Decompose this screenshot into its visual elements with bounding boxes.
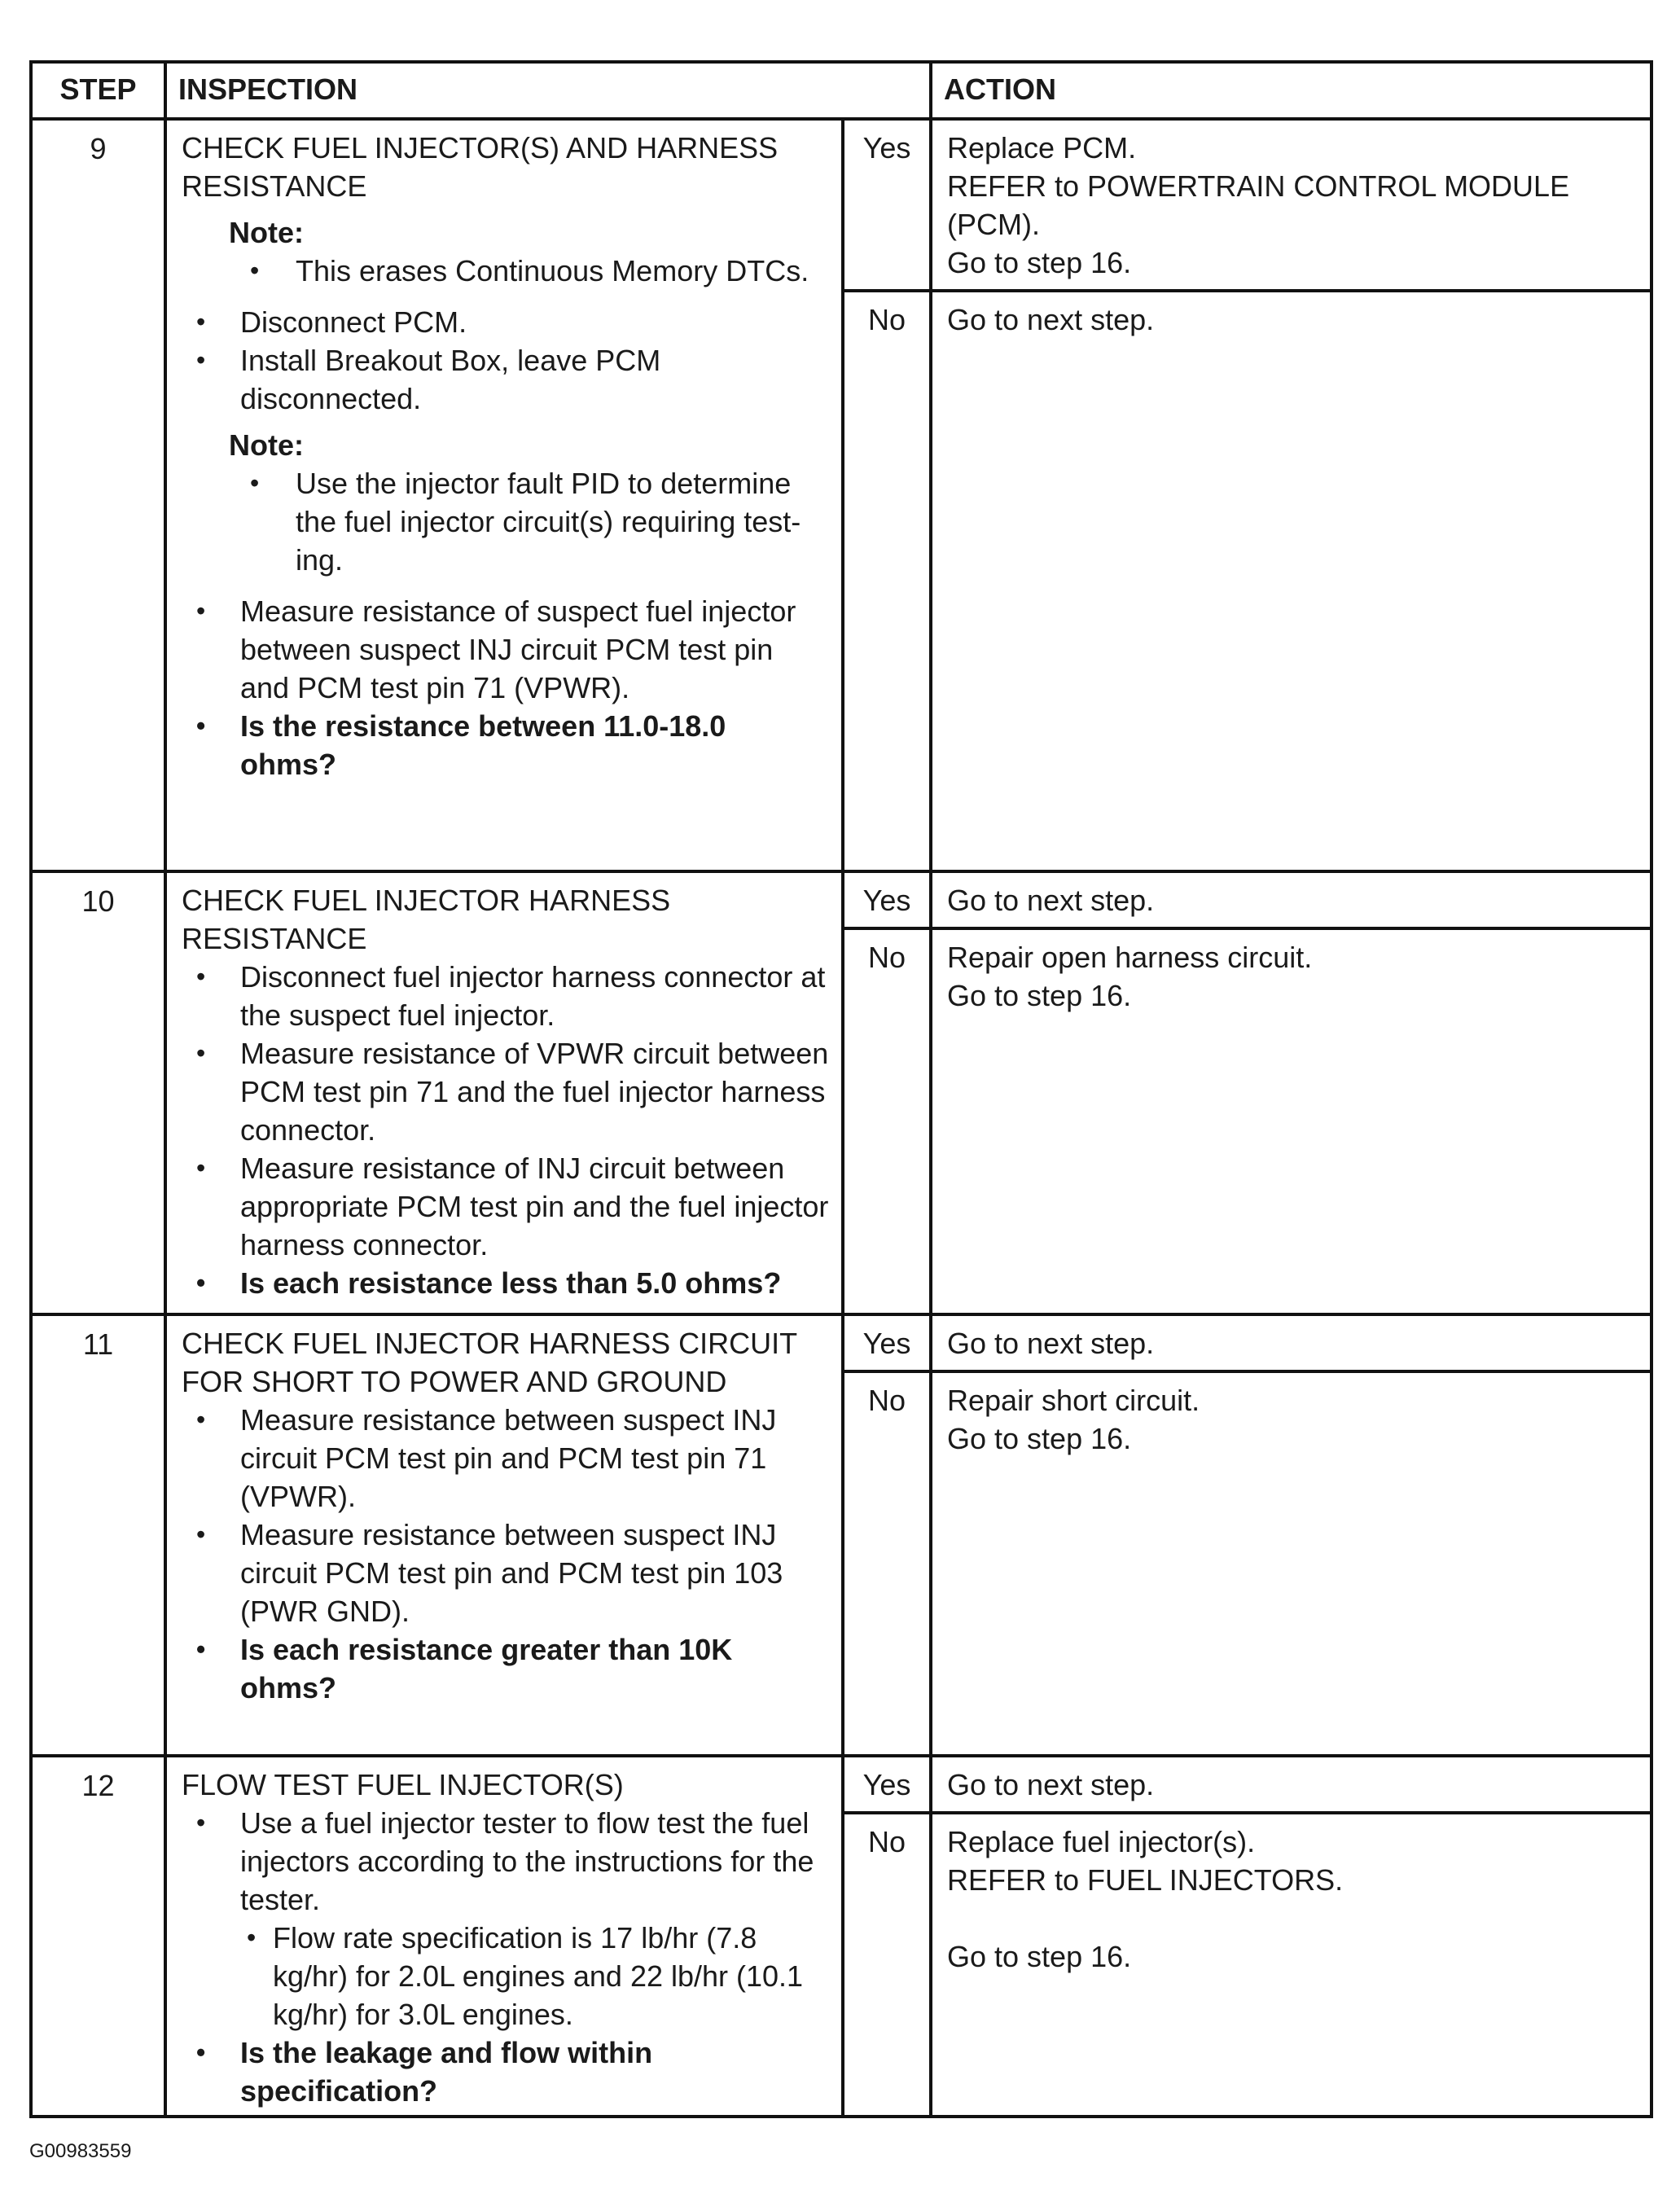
header-step: STEP xyxy=(31,62,165,119)
action-line: Go to next step. xyxy=(947,303,1155,336)
inspection-cell xyxy=(165,1756,843,2117)
bullet-list xyxy=(182,1804,830,1919)
bullet-item: • Disconnect fuel injector harness connector at the suspect fuel injector. xyxy=(182,958,830,1034)
no-label: No xyxy=(867,1825,906,1858)
step-number: 10 xyxy=(31,871,165,1314)
no-action xyxy=(932,1814,1650,1976)
no-label: No xyxy=(867,1384,906,1417)
action-line: Go to next step. xyxy=(947,884,1155,917)
note-item: • Use the injector fault PID to determine the fuel injector circuit(s) requiring test-ing. xyxy=(182,464,830,579)
action-cell xyxy=(931,119,1651,871)
inspection-cell xyxy=(165,871,843,1314)
note-list xyxy=(182,252,830,290)
yes-label: Yes xyxy=(844,1316,929,1373)
yes-no-cell xyxy=(843,1314,931,1756)
inspection-title: CHECK FUEL INJECTOR(S) AND HARNESS RESISTANCE xyxy=(182,131,779,203)
no-action xyxy=(932,292,1650,339)
no-label: No xyxy=(867,941,906,974)
note-list xyxy=(182,464,830,579)
bullet-list xyxy=(182,1401,830,1707)
bullet-item: • Install Breakout Box, leave PCM disconnected. xyxy=(182,341,830,418)
inspection-cell xyxy=(165,1314,843,1756)
bullet-item: • Disconnect PCM. xyxy=(182,303,830,341)
action-line: Go to next step. xyxy=(947,1768,1155,1801)
inspection-title: CHECK FUEL INJECTOR HARNESS RESISTANCE xyxy=(182,884,671,955)
header-action: ACTION xyxy=(931,62,1651,119)
action-line: Go to step 16. xyxy=(947,1422,1132,1455)
sub-bullet-item: • Flow rate specification is 17 lb/hr (7.8 kg/hr) for 2.0L engines and 22 lb/hr (10.1 kg/hr) for 3.0L engines. xyxy=(182,1919,830,2033)
action-line: Repair open harness circuit. xyxy=(947,941,1313,974)
step-number: 11 xyxy=(31,1314,165,1756)
action-cell xyxy=(931,1314,1651,1756)
note-item: • This erases Continuous Memory DTCs. xyxy=(182,252,830,290)
inspection-title: CHECK FUEL INJECTOR HARNESS CIRCUIT FOR SHORT TO POWER AND GROUND xyxy=(182,1327,797,1398)
action-line: Go to next step. xyxy=(947,1327,1155,1360)
yes-label: Yes xyxy=(844,1757,929,1814)
question-item: • Is each resistance greater than 10K ohms? xyxy=(182,1630,830,1707)
diagnostic-table xyxy=(29,60,1653,2118)
yes-action xyxy=(932,873,1650,930)
yes-no-cell xyxy=(843,1756,931,2117)
bullet-item: • Measure resistance of INJ circuit between appropriate PCM test pin and the fuel injector harness connector. xyxy=(182,1149,830,1264)
header-inspection: INSPECTION xyxy=(165,62,931,119)
no-label: No xyxy=(867,303,906,336)
bullet-item: • Measure resistance of suspect fuel injector between suspect INJ circuit PCM test pin and PCM test pin 71 (VPWR). xyxy=(182,592,830,707)
yes-label: Yes xyxy=(844,873,929,930)
bullet-item: • Measure resistance between suspect INJ circuit PCM test pin and PCM test pin 71 (VPWR). xyxy=(182,1401,830,1516)
bullet-item: • Measure resistance of VPWR circuit between PCM test pin 71 and the fuel injector harness connector. xyxy=(182,1034,830,1149)
action-line xyxy=(947,1899,1635,1937)
table-row xyxy=(31,119,1651,871)
action-cell xyxy=(931,1756,1651,2117)
action-line: Replace PCM. xyxy=(947,131,1137,165)
action-line: Repair short circuit. xyxy=(947,1384,1200,1417)
sub-bullet-list xyxy=(182,1919,830,2033)
table-row xyxy=(31,1756,1651,2117)
bullet-list xyxy=(182,958,830,1302)
note-label: Note: xyxy=(229,216,304,249)
action-line: Go to step 16. xyxy=(947,246,1132,279)
question-item: • Is the leakage and flow within specification? xyxy=(182,2033,830,2110)
note-label: Note: xyxy=(229,428,304,462)
yes-action xyxy=(932,121,1650,292)
action-cell xyxy=(931,871,1651,1314)
action-line: REFER to POWERTRAIN CONTROL MODULE (PCM). xyxy=(947,169,1570,241)
action-line: Go to step 16. xyxy=(947,1940,1132,1973)
inspection-cell xyxy=(165,119,843,871)
yes-action xyxy=(932,1757,1650,1814)
question-item: • Is each resistance less than 5.0 ohms? xyxy=(182,1264,830,1302)
bullet-item: • Use a fuel injector tester to flow test the fuel injectors according to the instructions for the tester. xyxy=(182,1804,830,1919)
figure-code: G00983559 xyxy=(29,2140,132,2162)
bullet-list xyxy=(182,303,830,418)
yes-no-cell xyxy=(843,871,931,1314)
table-row xyxy=(31,871,1651,1314)
no-action xyxy=(932,1373,1650,1458)
yes-no-cell xyxy=(843,119,931,871)
question-item: • Is the resistance between 11.0-18.0 ohms? xyxy=(182,707,830,783)
step-number: 9 xyxy=(31,119,165,871)
bullet-list xyxy=(182,592,830,783)
action-line: REFER to FUEL INJECTORS. xyxy=(947,1863,1344,1897)
inspection-title: FLOW TEST FUEL INJECTOR(S) xyxy=(182,1768,624,1801)
yes-action xyxy=(932,1316,1650,1373)
table-row xyxy=(31,1314,1651,1756)
yes-label: Yes xyxy=(844,121,929,292)
header-row xyxy=(31,62,1651,119)
action-line: Replace fuel injector(s). xyxy=(947,1825,1256,1858)
no-action xyxy=(932,930,1650,1015)
action-line: Go to step 16. xyxy=(947,979,1132,1012)
bullet-list xyxy=(182,2033,830,2110)
bullet-item: • Measure resistance between suspect INJ circuit PCM test pin and PCM test pin 103 (PWR GND). xyxy=(182,1516,830,1630)
step-number: 12 xyxy=(31,1756,165,2117)
